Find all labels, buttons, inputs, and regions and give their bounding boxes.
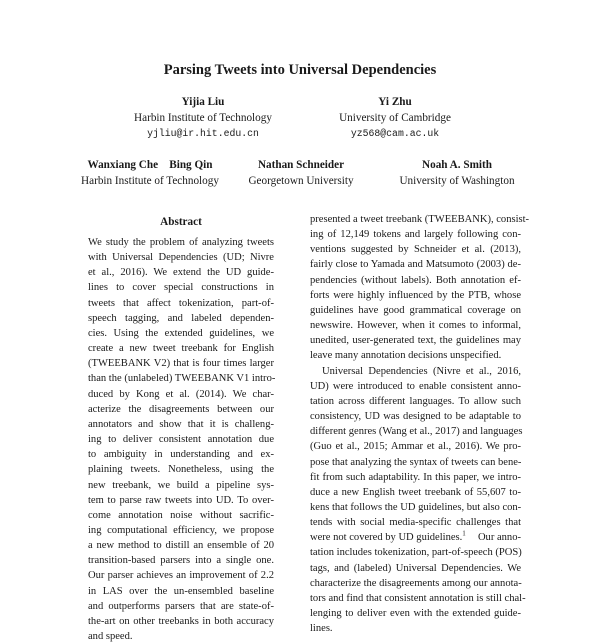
abstract-line: to ambiguity in understanding and ex- [88, 449, 274, 461]
author-name: Noah A. Smith [422, 159, 492, 171]
body-line: consistency, UD was designed to be adaptable to [310, 411, 521, 423]
body-line: kens that follows the UD guidelines, but also con- [310, 501, 522, 513]
body-line: lenging to deliver even with the extended guide- [310, 608, 521, 620]
body-line: pendencies (without labels). Both annotation ef- [310, 274, 521, 286]
body-line: tags, and (labeled) Universal Dependencies. We [310, 562, 521, 574]
abstract-line: create a new tweet treebank for English [88, 343, 274, 355]
body-line: duce a new English tweet treebank of 55,607 to- [310, 486, 521, 498]
body-line [310, 530, 521, 545]
body-line: different genres (Wang et al., 2017) and languages [310, 426, 523, 438]
author-name: Nathan Schneider [257, 159, 345, 171]
body-line: Universal Dependencies (Nivre et al., 2016, [322, 365, 521, 377]
author-block [113, 94, 293, 142]
body-line: tation across different languages. To allow such [310, 395, 521, 407]
abstract-line: lines to cover special constructions in [88, 282, 274, 294]
body-line: ventions suggested by Schneider et al. (2013), [310, 244, 521, 256]
abstract-body [88, 235, 274, 644]
abstract-line: ing computational efficiency, we propose [88, 524, 274, 536]
body-line: ing of 12,149 tokens and largely following con- [310, 229, 521, 241]
author-block [320, 94, 470, 142]
intro-body [310, 212, 530, 636]
author-name: Wanxiang Che Bing Qin [87, 159, 213, 171]
abstract-line: with Universal Dependencies (UD; Nivre [88, 252, 274, 264]
author-email: yz568@cam.ac.uk [350, 128, 440, 139]
body-line: forts were highly influenced by the PTB, whose [310, 289, 521, 301]
author-affiliation: University of Washington [399, 175, 515, 187]
body-line: fit from such adaptability. In this paper, we intro- [310, 471, 521, 483]
author-affiliation: University of Cambridge [339, 112, 451, 124]
body-line: presented a tweet treebank (TWEEBANK), consist- [310, 214, 530, 225]
author-name: Yi Zhu [378, 96, 412, 108]
abstract-line: tem to parse raw tweets into UD. To over- [88, 494, 274, 506]
author-name: Yijia Liu [181, 96, 225, 108]
body-line: tends with social media-specific challenges that [310, 517, 521, 529]
abstract-line: acterize the disagreements between our [88, 403, 274, 415]
abstract-line: the-art on other treebanks in both accuracy [88, 615, 274, 627]
body-line: fairly close to Yamada and Matsumoto (2003) de- [310, 259, 521, 271]
author-block [382, 157, 532, 189]
abstract-line: We study the problem of analyzing tweets [88, 237, 274, 248]
abstract-line: duced by Kong et al. (2014). We char- [88, 388, 274, 400]
body-line: UD) were introduced to enable consistent anno- [310, 380, 521, 392]
abstract-line: come annotation noise without sacrific- [88, 509, 274, 521]
author-affiliation: Harbin Institute of Technology [81, 175, 219, 187]
body-line: tation includes tokenization, part-of-speech (POS) [310, 547, 522, 559]
abstract-line: and outperforms parsers that are state-of- [88, 600, 274, 612]
abstract-line: plaining tweets. Nonetheless, using the [88, 464, 274, 476]
abstract-line: tweets that affect tokenization, part-of- [88, 297, 274, 309]
abstract-line: (TWEEBANK V2) that is four times larger [88, 358, 274, 370]
abstract-line: a new method to distill an ensemble of 20 [88, 540, 274, 552]
body-line: unedited, user-generated text, the guidelines may [310, 335, 521, 347]
body-line-segment [310, 530, 466, 545]
abstract-line: new treebank, we build a pipeline sys- [88, 479, 274, 491]
body-line: characterize the disagreements among our annota- [310, 577, 522, 589]
body-line: (Guo et al., 2015; Ammar et al., 2016). We pro- [310, 441, 521, 453]
author-email: yjliu@ir.hit.edu.cn [147, 128, 259, 139]
abstract-line: cies. Using the extended guidelines, we [88, 327, 274, 339]
author-block [238, 157, 364, 189]
abstract-line: and speed. [88, 631, 133, 643]
abstract-line: transition-based parsers into a single one. [88, 555, 274, 567]
paper-title: Parsing Tweets into Universal Dependencies [163, 62, 437, 78]
body-line: leave many annotation decisions unspecified. [310, 350, 502, 362]
abstract-line: Our parser achieves an improvement of 2.2 [88, 570, 274, 582]
abstract-line: in LAS over the un-ensembled baseline [88, 585, 274, 597]
body-line: pose that analyzing the syntax of tweets can bene- [310, 456, 522, 468]
author-affiliation: Harbin Institute of Technology [134, 112, 272, 124]
abstract-line: annotators and show that it is challeng- [88, 418, 274, 430]
body-line: newswire. However, when it comes to informal, [310, 320, 521, 332]
footnote-marker: 1 [462, 529, 466, 538]
abstract-line: than the (unlabeled) TWEEBANK V1 intro- [88, 373, 276, 385]
abstract-line: ing to deliver consistent annotation due [88, 434, 274, 446]
body-line: tors and find that consistent annotation is still chal- [310, 592, 526, 604]
body-line: guidelines have good grammatical coverage on [310, 304, 521, 316]
author-affiliation: Georgetown University [248, 175, 354, 187]
abstract-heading: Abstract [160, 216, 202, 228]
abstract-line: et al., 2016). We extend the UD guide- [88, 267, 274, 279]
body-line: lines. [310, 623, 333, 635]
abstract-line: speech tagging, and labeled dependen- [88, 312, 274, 324]
body-line-text: were not covered by UD guidelines. [310, 532, 463, 544]
body-line-text: Our anno- [477, 532, 521, 544]
author-block [70, 157, 230, 189]
